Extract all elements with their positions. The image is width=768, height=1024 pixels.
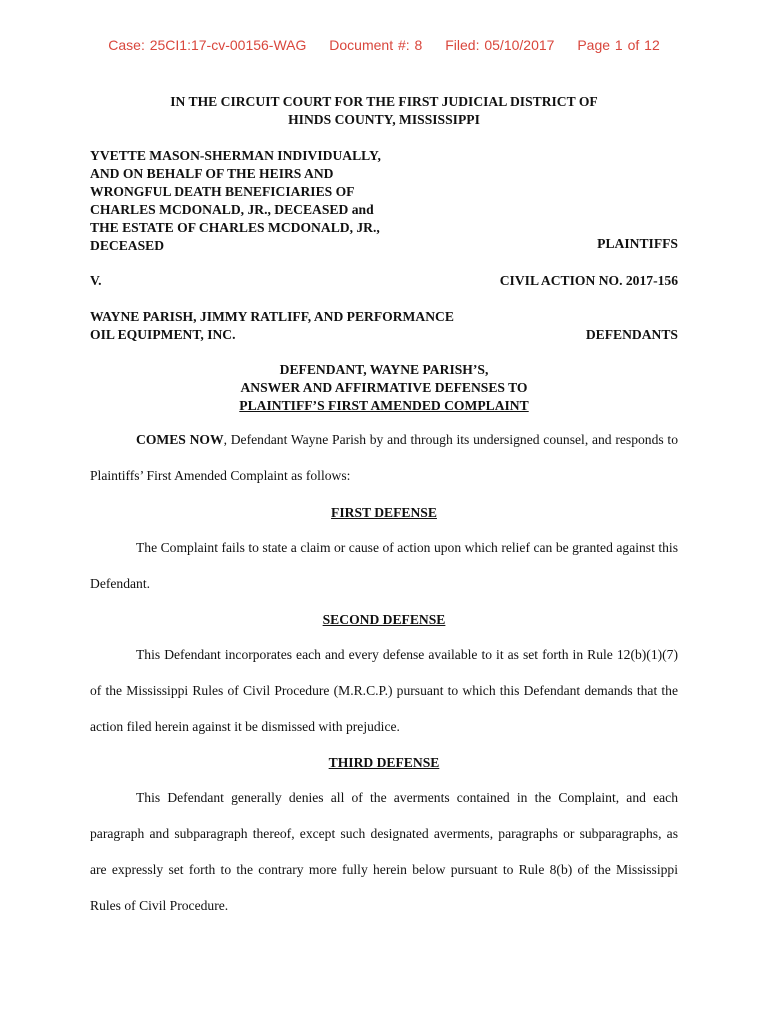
versus-label: V. <box>90 273 102 288</box>
third-defense-heading: THIRD DEFENSE <box>328 755 440 770</box>
third-defense-text <box>90 780 678 924</box>
plaintiffs-line: CHARLES MCDONALD, JR., DECEASED and <box>90 202 374 217</box>
court-line-2: HINDS COUNTY, MISSISSIPPI <box>288 112 480 127</box>
plaintiffs-line: DECEASED <box>90 238 165 253</box>
plaintiffs-line: AND ON BEHALF OF THE HEIRS AND <box>90 166 334 181</box>
plaintiffs-line: THE ESTATE OF CHARLES MCDONALD, JR., <box>90 220 380 235</box>
court-line-1: IN THE CIRCUIT COURT FOR THE FIRST JUDICIAL DISTRICT OF <box>170 94 598 109</box>
title-line-3: PLAINTIFF’S FIRST AMENDED COMPLAINT <box>239 398 529 413</box>
plaintiffs-label: PLAINTIFFS <box>597 236 678 251</box>
intro-lead: COMES NOW <box>136 432 224 447</box>
versus-line <box>90 273 678 289</box>
stamp-filed-date: Filed: 05/10/2017 <box>445 37 555 53</box>
court-caption <box>90 93 678 129</box>
civil-action-number: CIVIL ACTION NO. 2017-156 <box>499 273 678 288</box>
defendants-line: OIL EQUIPMENT, INC. <box>90 327 236 342</box>
second-defense-heading: SECOND DEFENSE <box>322 612 446 627</box>
defendants-label: DEFENDANTS <box>585 327 678 342</box>
stamp-page-count: Page 1 of 12 <box>577 37 660 53</box>
title-line-2: ANSWER AND AFFIRMATIVE DEFENSES TO <box>240 380 528 395</box>
first-defense-heading: FIRST DEFENSE <box>331 505 437 520</box>
first-defense-text <box>90 530 678 602</box>
defendants-line: WAYNE PARISH, JIMMY RATLIFF, AND PERFORMANCE <box>90 309 454 324</box>
first-defense-body: The Complaint fails to state a claim or cause of action upon which relief can be granted against this Defendant. <box>90 540 678 591</box>
defendants-caption <box>90 308 678 344</box>
intro-text: , Defendant Wayne Parish by and through its undersigned counsel, and responds to Plaintiffs’ First Amended Complaint as follows: <box>90 432 678 483</box>
third-defense-body: This Defendant generally denies all of the averments contained in the Complaint, and each paragraph and subparagraph thereof, except such designated averments, paragraphs or subparagraphs, as are expressly set forth to the contrary more fully herein below pursuant to Rule 8(b) of the Mississippi Rules of Civil Procedure. <box>90 790 678 913</box>
stamp-document-number: Document #: 8 <box>329 37 423 53</box>
second-defense-body: This Defendant incorporates each and every defense available to it as set forth in Rule 12(b)(1)(7) of the Mississippi Rules of Civil Procedure (M.R.C.P.) pursuant to which this Defendant demands that the action filed herein against it be dismissed with prejudice. <box>90 647 678 734</box>
plaintiffs-caption <box>90 147 430 255</box>
document-title <box>90 361 678 415</box>
plaintiffs-line: YVETTE MASON-SHERMAN INDIVIDUALLY, <box>90 148 381 163</box>
stamp-case-number: Case: 25CI1:17-cv-00156-WAG <box>108 37 307 53</box>
second-defense-text <box>90 637 678 745</box>
plaintiffs-line: WRONGFUL DEATH BENEFICIARIES OF <box>90 184 355 199</box>
intro-paragraph <box>90 422 678 494</box>
filing-stamp <box>0 37 768 53</box>
title-line-1: DEFENDANT, WAYNE PARISH’S, <box>279 362 489 377</box>
